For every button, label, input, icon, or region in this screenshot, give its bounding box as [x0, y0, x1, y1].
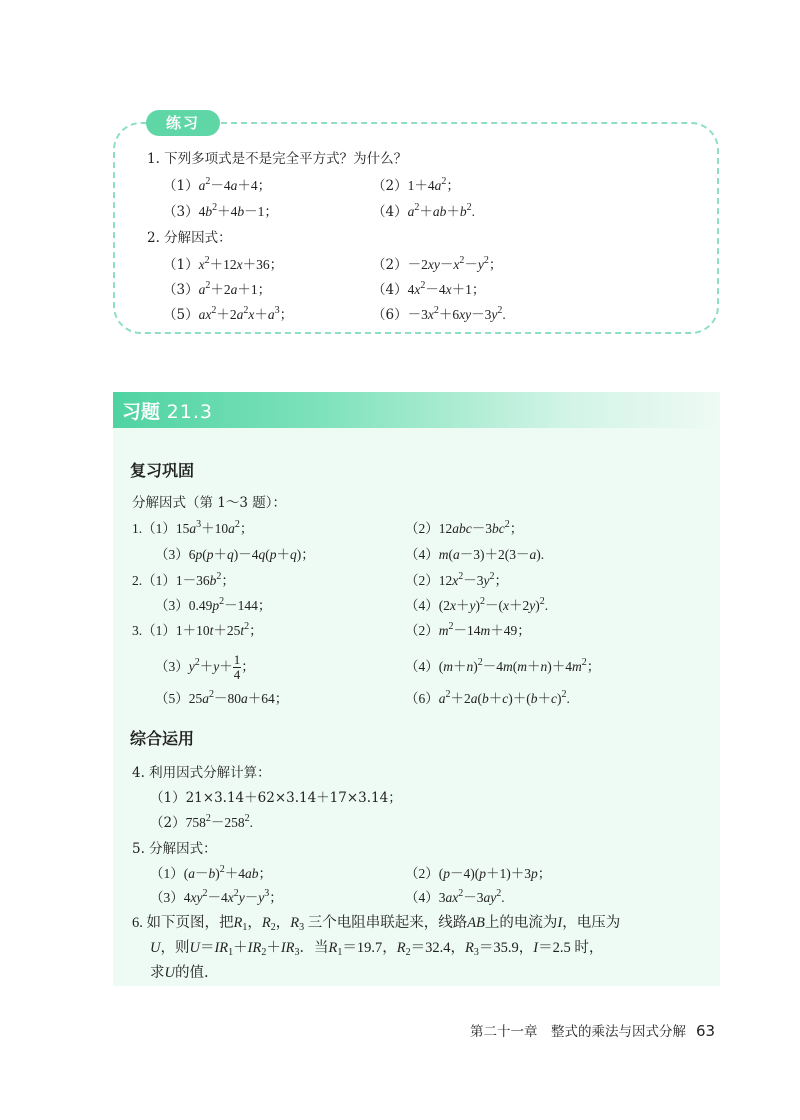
- ex-q3-2: $(2)m^2-14m+49$；: [405, 621, 531, 638]
- ex-q3-6: $(6)a^2+2a(b+c)+(b+c)^2$.: [405, 689, 570, 706]
- ex-q3-3: $(3)y^2+y+$ $\frac{1}{4}$ ；: [155, 652, 255, 682]
- chapter-title: 第二十一章 整式的乘法与因式分解: [470, 1024, 686, 1040]
- ex-q6-line3: 求U的值.: [150, 965, 209, 981]
- section-application: 综合运用: [130, 729, 195, 748]
- ex-q1-4: （4）m(a－3)＋2(3－a).: [405, 547, 545, 562]
- ex-q1-1: $1.(1)15a^3+10a^2$；: [132, 519, 254, 536]
- practice-q2: 2. 分解因式：: [147, 230, 232, 246]
- practice-q1-3: $(3)4b^2+4b-1$；: [163, 202, 278, 220]
- practice-q2-2: $(2)-2xy-x^2-y^2$；: [372, 255, 503, 273]
- ex-q3-5: $(5)25a^2-80a+64$；: [155, 689, 289, 706]
- ex-q5-1: $(1)(a-b)^2+4ab$；: [150, 864, 272, 881]
- exercise-title: 习题 21.3: [122, 401, 213, 423]
- ex-q5-3: $(3)4xy^2-4x^2y-y^3$；: [150, 888, 283, 905]
- practice-q2-5: $(5)ax^2+2a^2x+a^3$；: [163, 305, 294, 323]
- ex-q2-2: $(2)12x^2-3y^2$；: [405, 571, 508, 588]
- practice-q2-1: $(1)x^2+12x+36$；: [163, 255, 284, 273]
- ex-q3-1: $3.(1)1+10t+25t^2$；: [132, 621, 263, 638]
- practice-q2-3: $(3)a^2+2a+1$；: [163, 280, 272, 298]
- practice-q1-4: $(4)a^2+ab+b^2$.: [372, 202, 475, 220]
- practice-q1-2: $(2)1+4a^2$；: [372, 176, 460, 194]
- ex-q1-2: $(2)12abc-3bc^2$；: [405, 519, 524, 536]
- ex-q4: 4. 利用因式分解计算：: [132, 765, 271, 781]
- ex-q5-4: $(4)3ax^2-3ay^2$.: [405, 888, 505, 905]
- practice-tag: 练习: [146, 110, 220, 136]
- practice-q2-4: $(4)4x^2-4x+1$；: [372, 280, 486, 298]
- practice-q1: 1. 下列多项式是不是完全平方式？为什么？: [147, 151, 408, 167]
- ex-q4-2: $(2)758^2-258^2$.: [150, 813, 253, 831]
- ex-q5: 5. 分解因式：: [132, 841, 217, 857]
- exercise-intro: 分解因式（第 1～3 题）：: [132, 495, 287, 511]
- page-footer: [470, 1020, 715, 1040]
- ex-q3-4: $(4)(m+n)^2-4m(m+n)+4m^2$；: [405, 657, 601, 674]
- fraction-one-quarter: $\frac{1}{4}$: [233, 652, 241, 682]
- ex-q2-4: $(4)(2x+y)^2-(x+2y)^2$.: [405, 596, 549, 613]
- practice-q2-6: $(6)-3x^2+6xy-3y^2$.: [372, 305, 506, 323]
- ex-q2-1: $2.(1)1-36b^2$；: [132, 571, 235, 588]
- ex-q6-line1: 6. 如下页图，把$R_1$，$R_2$，$R_3$ 三个电阻串联起来，线路AB上的电流为I，电压为: [132, 915, 621, 933]
- practice-q1-1: $(1)a^2-4a+4$；: [163, 176, 272, 194]
- page-number: 63: [696, 1022, 716, 1040]
- section-review: 复习巩固: [130, 461, 195, 480]
- ex-q6-line2: U，则$U=IR_1+IR_2+IR_3$．当$R_1=19.7$，$R_2=32.4$，$R_3=35.9$，I＝2.5 时，: [150, 940, 604, 958]
- ex-q4-1: （1）21×3.14＋62×3.14＋17×3.14；: [150, 790, 402, 806]
- ex-q2-3: $(3)0.49p^2-144$；: [155, 596, 272, 613]
- ex-q1-3: （3）6p(p＋q)－4q(p＋q)；: [155, 547, 315, 562]
- ex-q5-2: （2）(p－4)(p＋1)＋3p；: [405, 866, 552, 881]
